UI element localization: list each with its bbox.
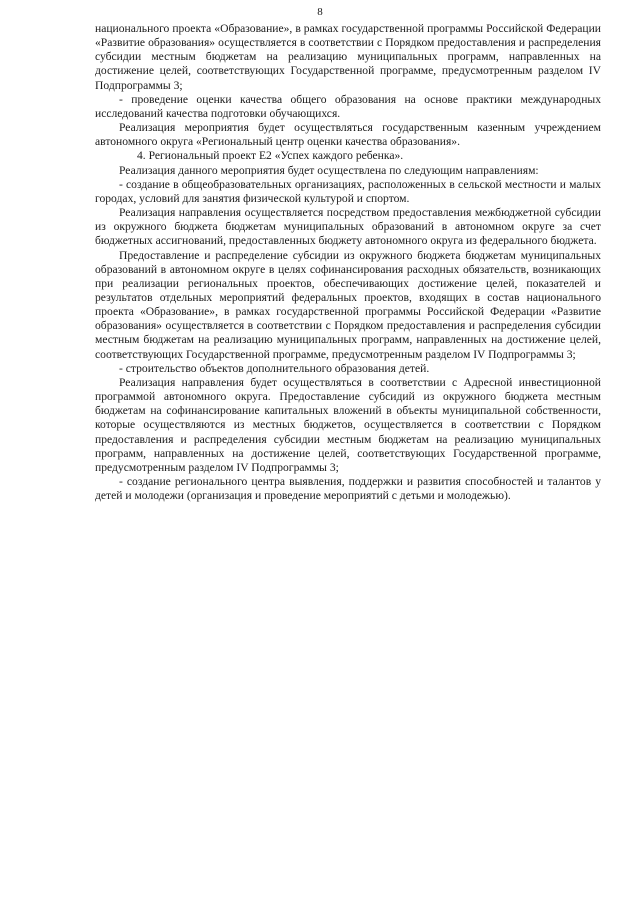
section-heading-regional-project-e2: 4. Региональный проект Е2 «Успех каждого ребенка». (137, 149, 404, 163)
paragraph-national-project-continuation: национального проекта «Образование», в рамках государственной программы Российской Федерации «Развитие образования» осуществляется в соответствии с Порядком предоставления и распределения субсидии местным бюджетам на реализацию муниципальных программ, направленных на достижение целей, соответствующих Государственной программе, предусмотренным разделом IV Подпрограммы 3; (95, 22, 601, 92)
paragraph-investment-program: Реализация направления будет осуществляться в соответствии с Адресной инвестиционной программой автономного округа. Предоставление субсидий из окружного бюджета местным бюджетам на софинансирование капитальных вложений в объекты муниципальной собственности, которые осуществляются из местных бюджетов, осуществляется в соответствии с Порядком предоставления и распределения субсидии местным бюджетам на реализацию муниципальных программ, направленных на достижение целей, соответствующих Государственной программе, предусмотренным разделом IV Подпрограммы 3; (95, 375, 601, 474)
paragraph-implementation-directions: Реализация данного мероприятия будет осуществлена по следующим направлениям: (119, 163, 539, 177)
document-body (95, 22, 601, 503)
paragraph-interbudget-subsidy: Реализация направления осуществляется посредством предоставления межбюджетной субсидии из окружного бюджета бюджетам муниципальных образований в автономном округе за счет бюджетных ассигнований, предоставленных бюджету автономного округа из федерального бюджета. (95, 206, 601, 248)
paragraph-rural-sports-item: - создание в общеобразовательных организациях, расположенных в сельской местности и малых городах, условий для занятия физической культурой и спортом. (95, 177, 601, 205)
paragraph-subsidy-distribution: Предоставление и распределение субсидии из окружного бюджета бюджетам муниципальных образований в автономном округе в целях софинансирования расходных обязательств, возникающих при реализации региональных проектов, обеспечивающих достижение целей, показателей и результатов отдельных мероприятий федеральных проектов, входящих в состав национального проекта «Образование», в рамках государственной программы Российской Федерации «Развитие образования» осуществляется в соответствии с Порядком предоставления и распределения субсидии местным бюджетам на реализацию муниципальных программ, направленных на достижение целей, соответствующих Государственной программе, предусмотренным разделом IV Подпрограммы 3; (95, 248, 601, 361)
paragraph-quality-assessment-item: - проведение оценки качества общего образования на основе практики международных исследований качества подготовки обучающихся. (95, 92, 601, 120)
paragraph-construction-item: - строительство объектов дополнительного образования детей. (119, 361, 430, 375)
paragraph-assessment-center: Реализация мероприятия будет осуществляться государственным казенным учреждением автономного округа «Региональный центр оценки качества образования». (95, 121, 601, 149)
page-number: 8 (317, 6, 323, 18)
paragraph-talent-center-item: - создание регионального центра выявления, поддержки и развития способностей и талантов у детей и молодежи (организация и проведение мероприятий с детьми и молодежью). (95, 475, 601, 503)
